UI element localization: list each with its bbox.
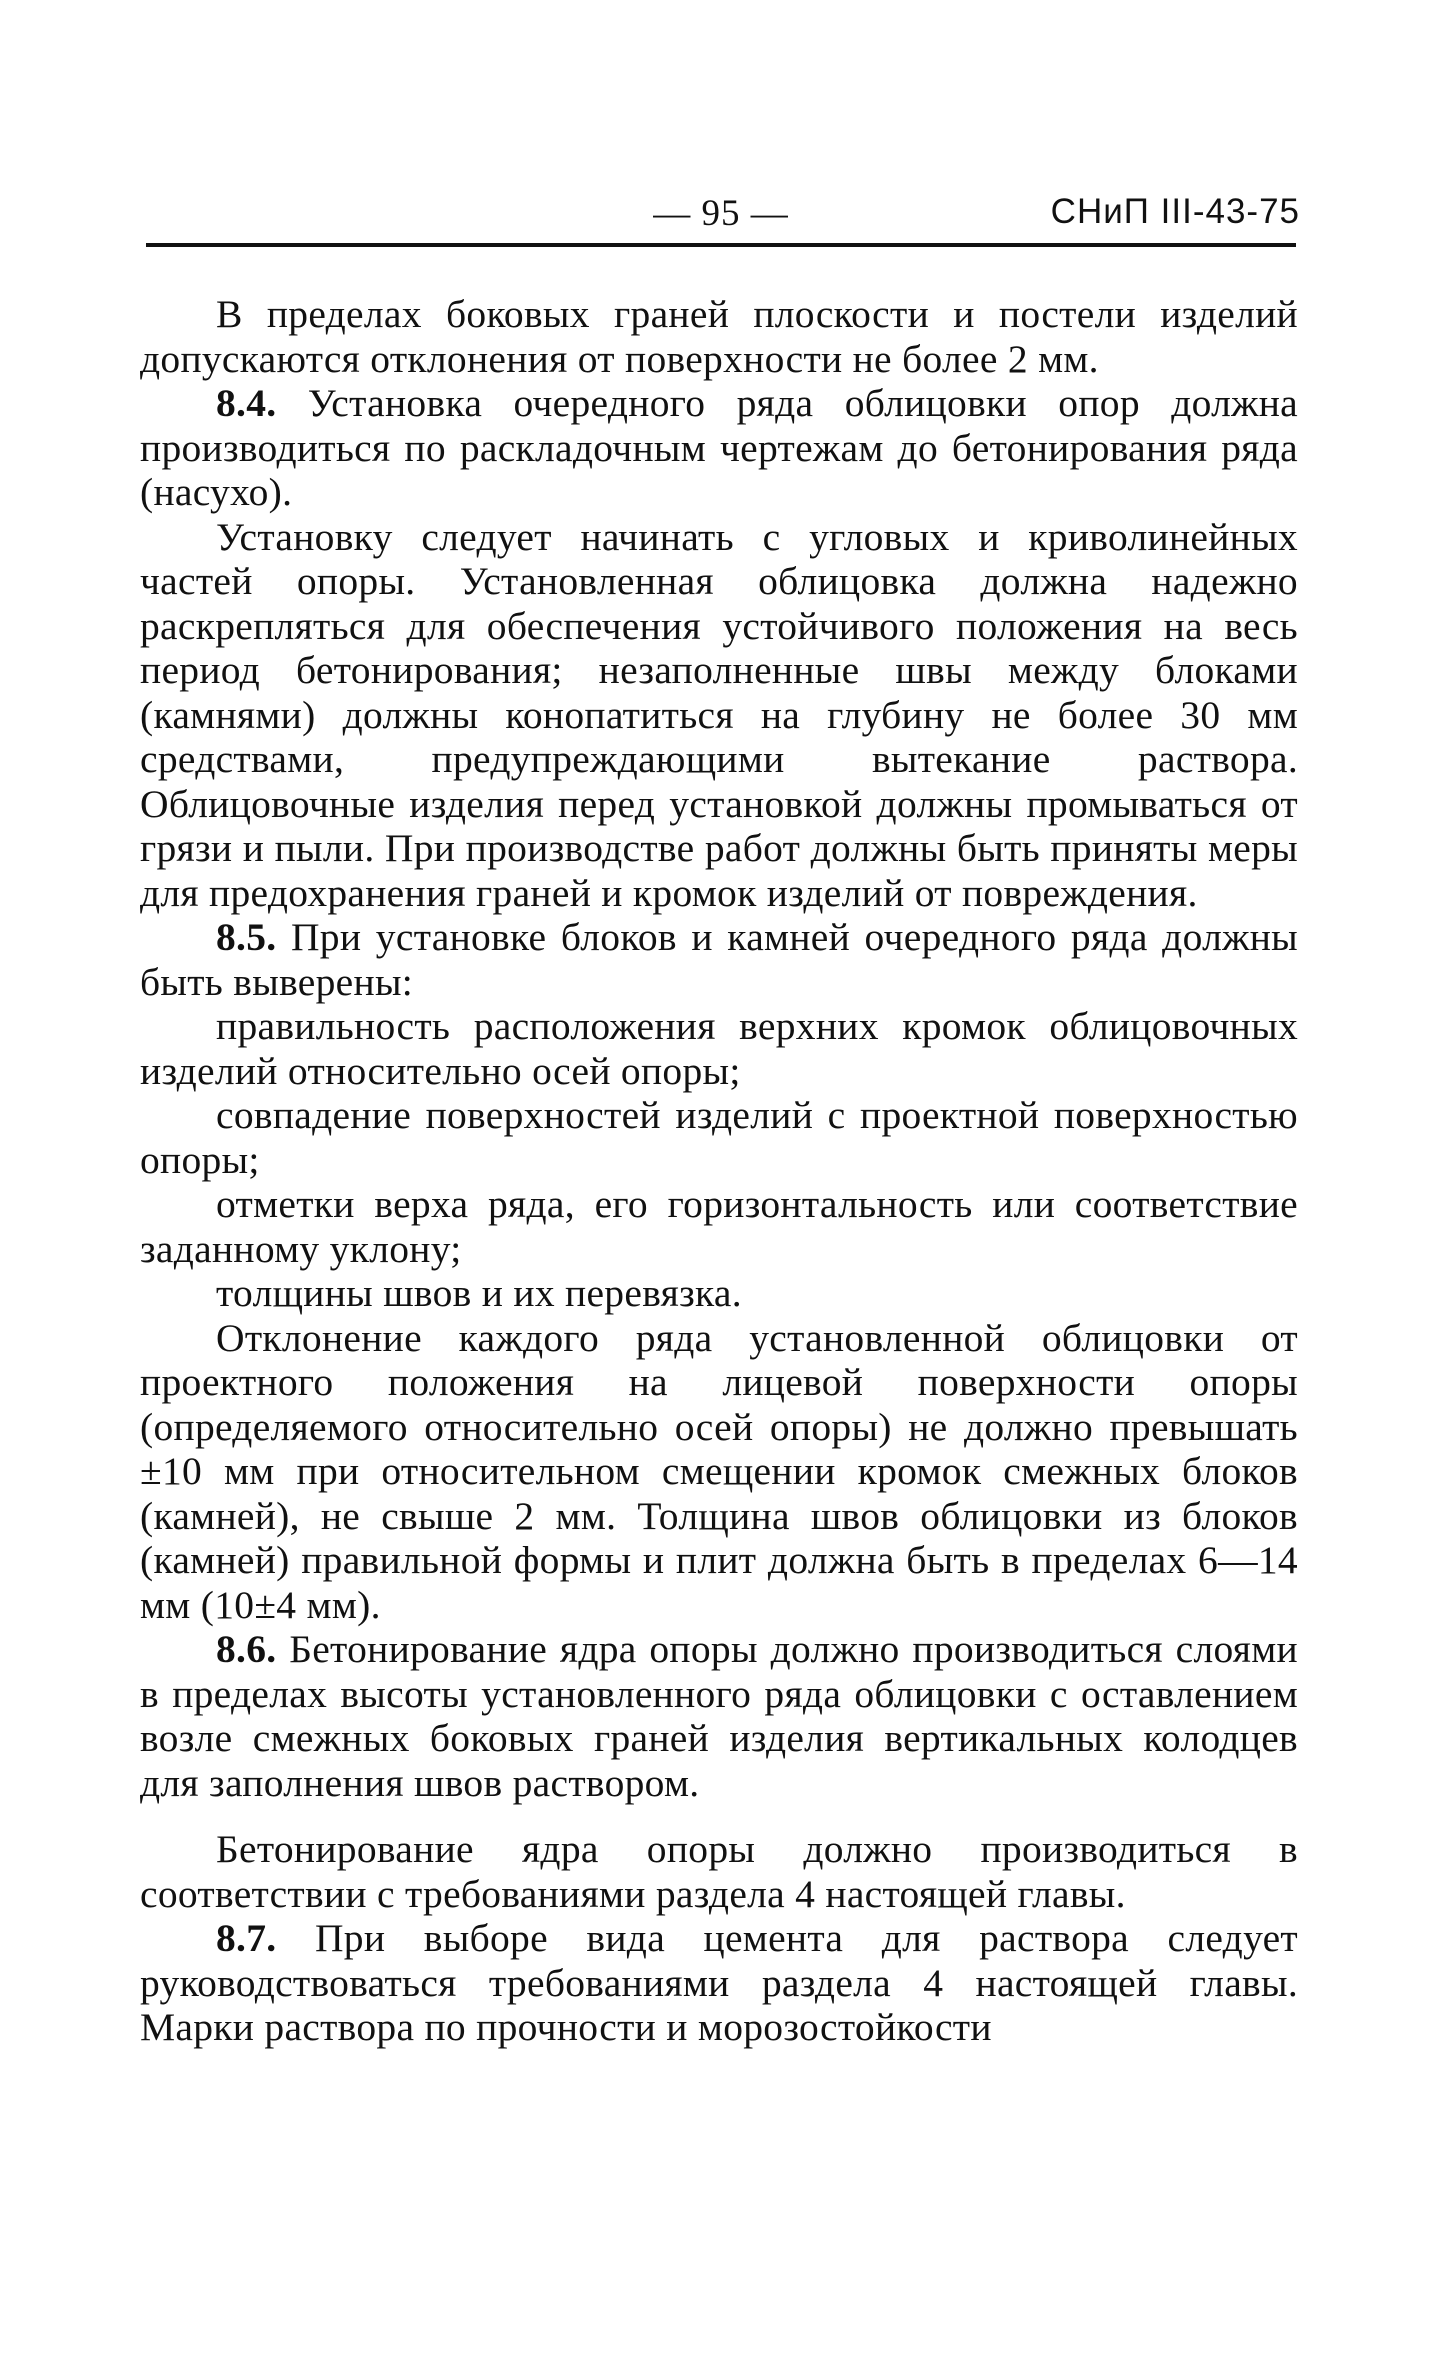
paragraph-text: совпадение поверхностей изделий с проектной поверхностью опоры; [140,1093,1298,1182]
paragraph-tolerance-faces [140,292,1298,381]
list-item-elevations [140,1182,1298,1271]
list-item-surfaces [140,1093,1298,1182]
clause-number: 8.5. [216,915,277,959]
clause-number: 8.6. [216,1627,277,1671]
page-header [138,192,1304,242]
paragraph-8-4 [140,381,1298,515]
paragraph-deviation [140,1316,1298,1628]
paragraph-text: Установка очередного ряда облицовки опор должна производиться по раскладочным чертежам до бетонирования ряда (насухо). [140,381,1298,514]
document-code: СНиП III-43-75 [1050,192,1300,231]
paragraph-text: При выборе вида цемента для раствора следует руководствоваться требованиями раздела 4 настоящей главы. Марки раствора по прочности и морозостойкости [140,1916,1298,2049]
paragraph-installation-start [140,515,1298,916]
paragraph-8-5 [140,915,1298,1004]
paragraph-text: Отклонение каждого ряда установленной облицовки от проектного положения на лицевой поверхности опоры (определяемого относительно осей опоры) не должно превышать ±10 мм при относительном смещении кромок смежных блоков (камней), не свыше 2 мм. Толщина швов облицовки из блоков (камней) правильной формы и плит должна быть в пределах 6—14 мм (10±4 мм). [140,1315,1298,1627]
paragraph-text: Бетонирование ядра опоры должно производиться слоями в пределах высоты установленного ряда облицовки с оставлением возле смежных боковых граней изделия вертикальных колодцев для заполнения швов раствором. [140,1627,1298,1805]
paragraph-text: отметки верха ряда, его горизонтальность или соответствие заданному уклону; [140,1182,1298,1271]
paragraph-concreting-core [140,1827,1298,1916]
paragraph-text: Установку следует начинать с угловых и криволинейных частей опоры. Установленная облицовка должна надежно раскрепляться для обеспечения устойчивого положения на весь период бетонирования; незаполненные швы между блоками (камнями) должны конопатиться на глубину не более 30 мм средствами, предупреждающими вытекание раствора. Облицовочные изделия перед установкой должны промываться от грязи и пыли. При производстве работ должны быть приняты меры для предохранения граней и кромок изделий от повреждения. [140,514,1298,915]
header-rule [146,243,1296,247]
paragraph-text: правильность расположения верхних кромок облицовочных изделий относительно осей опоры; [140,1004,1298,1093]
paragraph-8-6 [140,1627,1298,1805]
paragraph-text: толщины швов и их перевязка. [216,1271,742,1315]
document-body [140,292,1298,2050]
paragraph-text: Бетонирование ядра опоры должно производиться в соответствии с требованиями раздела 4 настоящей главы. [140,1827,1298,1916]
clause-number: 8.4. [216,381,277,425]
paragraph-text: При установке блоков и камней очередного ряда должны быть выверены: [140,915,1298,1004]
list-item-joints [140,1271,1298,1316]
paragraph-text: В пределах боковых граней плоскости и постели изделий допускаются отклонения от поверхности не более 2 мм. [140,292,1298,381]
paragraph-8-7 [140,1916,1298,2050]
clause-number: 8.7. [216,1916,277,1960]
list-item-edges [140,1004,1298,1093]
page-number: — 95 — [653,193,789,234]
